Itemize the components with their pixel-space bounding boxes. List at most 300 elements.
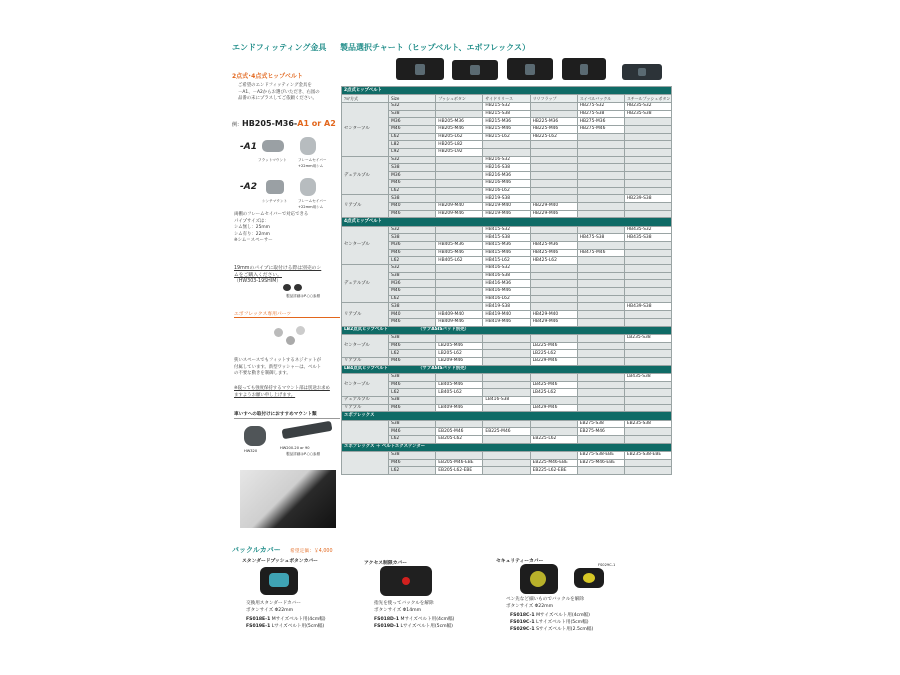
pull-type-cell [342, 272, 389, 280]
part-number-cell: HB419-S38 [483, 303, 530, 311]
table-row [342, 288, 672, 296]
pull-type-cell [342, 210, 389, 218]
a2-part1-caption: シンチマウント [262, 199, 288, 203]
list-item: FS018E-1 Mサイズベルト用(4cm幅) [246, 617, 326, 622]
divider [234, 317, 340, 318]
part-number-cell: HB229-M46 [530, 210, 577, 218]
pull-type-cell [342, 118, 389, 126]
part-number-cell: LB405-M46 [436, 381, 483, 389]
table-row [342, 179, 672, 187]
part-number-cell: HB429-M46 [530, 318, 577, 326]
pull-type-cell [342, 288, 389, 296]
shim-image-2 [294, 284, 302, 291]
part-number-cell: HB405-M36 [436, 241, 483, 249]
std-cover-image [260, 567, 298, 595]
part-number-cell [436, 234, 483, 242]
part-number-cell [483, 342, 530, 350]
list-item: FS018C-1 Mサイズベルト用(4cm幅) [510, 613, 590, 618]
part-number-cell [530, 156, 577, 164]
part-number-cell [577, 226, 624, 234]
pull-type-cell: センタープル [342, 342, 389, 350]
part-number-cell: HB216-M36 [483, 172, 530, 180]
part-number-cell [624, 280, 671, 288]
pull-type-cell [342, 226, 389, 234]
size-cell: S32 [389, 226, 436, 234]
part-number-cell [624, 396, 671, 404]
size-cell: S32 [389, 102, 436, 110]
table-row [342, 257, 672, 265]
part-number-cell [577, 373, 624, 381]
part-number-cell [530, 226, 577, 234]
part-number-cell: HB415-L62 [483, 257, 530, 265]
size-cell: S38 [389, 272, 436, 280]
part-number-cell [624, 179, 671, 187]
product-photo-lift-flap [507, 58, 553, 80]
std-cover-desc: 交換用スタンダードカバー ボタンサイズ Φ22mm [246, 601, 301, 613]
part-number-cell [577, 404, 624, 412]
part-number-cell: LB425-M46 [530, 381, 577, 389]
table-row [342, 141, 672, 149]
table-section-header [342, 412, 672, 420]
security-cover-image-small [574, 568, 604, 588]
part-number-cell [577, 133, 624, 141]
part-number-cell: HB215-M46 [483, 126, 530, 134]
part-number-cell: HB425-L62 [530, 257, 577, 265]
part-number-cell [624, 404, 671, 412]
size-cell: M36 [389, 280, 436, 288]
part-number-cell [624, 156, 671, 164]
hw320-image [244, 426, 266, 446]
part-number-cell: EB205-L62 [436, 435, 483, 443]
size-cell: S38 [389, 195, 436, 203]
part-number-cell [624, 210, 671, 218]
part-number-cell [530, 164, 577, 172]
size-cell: M46 [389, 288, 436, 296]
part-number-cell [577, 357, 624, 365]
table-row [342, 318, 672, 326]
part-number-cell: LB229-M46 [530, 357, 577, 365]
part-number-cell [436, 280, 483, 288]
part-number-cell: HB216-M46 [483, 179, 530, 187]
product-selection-table [341, 86, 672, 475]
size-cell: L62 [389, 389, 436, 397]
part-number-cell [577, 156, 624, 164]
product-photo-push-button [396, 58, 444, 80]
mount-detail-caption: 製品詳細はP.○○参照 [286, 452, 321, 456]
pull-type-cell [342, 133, 389, 141]
size-cell: L62 [389, 350, 436, 358]
cinch-mount-image [266, 180, 284, 194]
size-cell: S38 [389, 420, 436, 428]
hw320-caption: HW320 [244, 449, 258, 453]
part-number-cell [436, 288, 483, 296]
table-row [342, 303, 672, 311]
size-cell: M46 [389, 357, 436, 365]
buckle-cover-title: バックルカバー [232, 546, 281, 554]
part-number-cell: LB225-L62 [530, 350, 577, 358]
part-number-cell: HB416-M46 [483, 288, 530, 296]
part-number-cell [436, 396, 483, 404]
part-number-cell [530, 303, 577, 311]
part-number-cell: EB275-M46-EBE [577, 459, 624, 467]
pull-type-cell [342, 420, 389, 428]
part-number-cell [530, 172, 577, 180]
table-row [342, 295, 672, 303]
part-number-cell: HB275-M36 [577, 118, 624, 126]
part-number-cell: EB205-L62-EBE [436, 467, 483, 475]
part-number-cell: LB405-L62 [436, 389, 483, 397]
part-number-cell [577, 202, 624, 210]
part-number-cell: EB275-M46 [577, 428, 624, 436]
part-number-cell [624, 272, 671, 280]
part-number-cell: LB425-L62 [530, 389, 577, 397]
part-number-cell: HB205-L92 [436, 149, 483, 157]
pull-type-cell [342, 389, 389, 397]
security-cover-image [520, 564, 558, 594]
a2-label: -A2 [240, 182, 257, 192]
example-code: 例：HB205-M36-A1 or A2 [232, 119, 336, 128]
part-number-cell [483, 420, 530, 428]
part-number-cell: HB215-S38 [483, 110, 530, 118]
security-cover-list [510, 612, 593, 633]
part-number-cell [530, 280, 577, 288]
part-number-cell [530, 451, 577, 459]
size-cell: S38 [389, 373, 436, 381]
pull-type-cell [342, 164, 389, 172]
list-item: FS019C-1 Lサイズベルト用(5cm幅) [510, 620, 589, 625]
column-header: リリフラップ [530, 95, 577, 103]
size-cell: M46 [389, 381, 436, 389]
table-row [342, 451, 672, 459]
part-number-cell: HB219-M40 [483, 202, 530, 210]
part-number-cell [577, 288, 624, 296]
table-row [342, 350, 672, 358]
part-number-cell [483, 149, 530, 157]
a1-label: -A1 [240, 142, 257, 152]
part-number-cell [577, 164, 624, 172]
hw200-caption: HW200-20 or 90 [280, 446, 310, 450]
table-section-header [342, 443, 672, 451]
part-number-cell [624, 241, 671, 249]
pull-type-cell: デュアルプル [342, 396, 389, 404]
table-row [342, 342, 672, 350]
part-number-cell: HB225-L62 [530, 133, 577, 141]
a2-part3-caption: +22mm用シム [298, 205, 324, 209]
list-item: FS018D-1 Mサイズベルト用(4cm幅) [374, 617, 455, 622]
part-number-cell: HB205-L62 [436, 133, 483, 141]
hw200-image [282, 421, 333, 440]
table-row [342, 373, 672, 381]
part-number-cell [483, 459, 530, 467]
part-number-cell [624, 435, 671, 443]
flat-mount-image [262, 140, 284, 152]
part-number-cell [624, 381, 671, 389]
size-cell: M46 [389, 404, 436, 412]
part-number-cell [530, 295, 577, 303]
size-cell: S38 [389, 334, 436, 342]
part-number-cell [577, 342, 624, 350]
size-cell: L62 [389, 133, 436, 141]
pull-type-cell [342, 179, 389, 187]
page-title-right: 製品選択チャート（ヒップベルト、エボフレックス） [340, 43, 530, 52]
part-number-cell [577, 195, 624, 203]
size-cell: M46 [389, 126, 436, 134]
pipe-19mm-note: 19mmのパイプに取付ける際は別売のシ ムをご購入ください。 （HW303-19SHIM） [234, 266, 322, 285]
std-cover-title: スタンダードプッシュボタンカバー [242, 559, 318, 564]
part-number-cell [436, 102, 483, 110]
product-photo-swivel-buckle [562, 58, 606, 80]
part-number-cell: EB235-S38 [624, 420, 671, 428]
size-cell: M46 [389, 342, 436, 350]
part-number-cell [530, 420, 577, 428]
part-number-cell [577, 381, 624, 389]
pull-type-cell: デュアルプル [342, 280, 389, 288]
part-number-cell [577, 257, 624, 265]
part-number-cell: HB215-S32 [483, 102, 530, 110]
size-cell: M46 [389, 428, 436, 436]
part-number-cell [530, 110, 577, 118]
size-cell: S38 [389, 234, 436, 242]
security-cover-tag: FS029C-1 [598, 563, 616, 567]
access-cover-list [374, 616, 454, 630]
part-number-cell: HB209-M46 [436, 210, 483, 218]
pull-type-cell [342, 435, 389, 443]
table-row [342, 172, 672, 180]
evoflex-parts-title: エボフレックス専用パーツ [234, 312, 292, 317]
table-row [342, 102, 672, 110]
part-number-cell [577, 303, 624, 311]
size-cell: S32 [389, 156, 436, 164]
table-row [342, 210, 672, 218]
part-number-cell: EB225-M46-EBE [530, 459, 577, 467]
pull-type-cell [342, 102, 389, 110]
part-number-cell: HB475-M46 [577, 249, 624, 257]
size-cell: S38 [389, 396, 436, 404]
part-number-cell [530, 195, 577, 203]
part-number-cell [624, 149, 671, 157]
pull-type-cell: リアプル [342, 311, 389, 319]
part-number-cell: HB409-M46 [436, 318, 483, 326]
part-number-cell [436, 226, 483, 234]
table-row [342, 234, 672, 242]
part-number-cell [577, 311, 624, 319]
part-number-cell [436, 164, 483, 172]
table-row [342, 226, 672, 234]
table-section-header [342, 365, 672, 373]
part-number-cell [483, 350, 530, 358]
frame-saver-image-2 [300, 178, 316, 196]
pull-type-cell [342, 195, 389, 203]
part-number-cell [624, 459, 671, 467]
part-number-cell: HB215-M36 [483, 118, 530, 126]
part-number-cell: HB229-M40 [530, 202, 577, 210]
part-number-cell [436, 420, 483, 428]
pull-type-cell [342, 295, 389, 303]
table-row [342, 459, 672, 467]
part-number-cell: EB205-M46 [436, 428, 483, 436]
part-number-cell [530, 234, 577, 242]
part-number-cell [577, 187, 624, 195]
std-cover-list [246, 616, 326, 630]
part-number-cell: HB405-L62 [436, 257, 483, 265]
part-number-cell [530, 102, 577, 110]
table-row [342, 311, 672, 319]
table-row [342, 187, 672, 195]
a1-part3-caption: +22mm用シム [298, 164, 324, 168]
part-number-cell: HB225-M36 [530, 118, 577, 126]
part-number-cell: HB415-M46 [483, 249, 530, 257]
part-number-cell [624, 172, 671, 180]
part-number-cell: HB415-M36 [483, 241, 530, 249]
table-section-header [342, 326, 672, 334]
part-number-cell: HB416-S32 [483, 265, 530, 273]
part-number-cell [436, 172, 483, 180]
table-row [342, 249, 672, 257]
pull-type-cell [342, 257, 389, 265]
part-number-cell [577, 334, 624, 342]
part-number-cell [577, 179, 624, 187]
pull-type-cell: リアプル [342, 357, 389, 365]
part-number-cell [483, 467, 530, 475]
part-number-cell: HB225-M46 [530, 126, 577, 134]
part-number-cell: HB415-S32 [483, 226, 530, 234]
pull-type-cell [342, 110, 389, 118]
size-cell: L82 [389, 141, 436, 149]
pull-type-cell [342, 373, 389, 381]
part-number-cell [577, 210, 624, 218]
a1-part2-caption: フレームセイバー [298, 158, 327, 162]
mount-title: 車いすへの取付けにおすすめマウント類 [234, 412, 317, 417]
part-number-cell: HB475-S38 [577, 234, 624, 242]
part-number-cell [436, 265, 483, 273]
size-cell: M46 [389, 210, 436, 218]
part-number-cell: HB425-M36 [530, 241, 577, 249]
size-cell: S38 [389, 303, 436, 311]
access-cover-image [380, 566, 432, 596]
part-number-cell [577, 295, 624, 303]
part-number-cell [577, 272, 624, 280]
part-number-cell [530, 265, 577, 273]
part-number-cell [577, 149, 624, 157]
part-number-cell [624, 389, 671, 397]
part-number-cell [624, 133, 671, 141]
part-number-cell: HB215-L62 [483, 133, 530, 141]
size-cell: L62 [389, 257, 436, 265]
table-section-header [342, 218, 672, 226]
table-row [342, 428, 672, 436]
part-number-cell [436, 187, 483, 195]
part-number-cell: HB209-M40 [436, 202, 483, 210]
section-title: LB4点式ヒップベルト [344, 366, 389, 372]
size-cell: M46 [389, 179, 436, 187]
part-number-cell: HB205-M36 [436, 118, 483, 126]
part-number-cell [436, 195, 483, 203]
product-photo-side-release [452, 60, 498, 80]
part-number-cell: EB225-M46 [483, 428, 530, 436]
a2-part2-caption: フレームセイバー [298, 199, 327, 203]
section-title: 2点式ヒップベルト [344, 87, 382, 93]
part-number-cell [624, 141, 671, 149]
part-number-cell [624, 288, 671, 296]
size-cell: L62 [389, 467, 436, 475]
pull-type-cell: リアプル [342, 202, 389, 210]
column-header: サイドリリース [483, 95, 530, 103]
part-number-cell [577, 350, 624, 358]
part-number-cell: HB216-L62 [483, 187, 530, 195]
part-number-cell [436, 272, 483, 280]
part-number-cell [530, 334, 577, 342]
part-number-cell: HB205-M46 [436, 126, 483, 134]
part-number-cell [624, 295, 671, 303]
section-title: 4点式ヒップベルト [344, 218, 382, 224]
part-number-cell [530, 288, 577, 296]
part-number-cell: HB416-L62 [483, 295, 530, 303]
pull-type-cell: センタープル [342, 126, 389, 134]
part-number-cell: LB209-M46 [436, 357, 483, 365]
evoflex-warning: ※寝っても強度保持するマウント部は別途お求め ますようお願い申し上げます。 [234, 386, 330, 398]
security-cover-desc: ペン先など細いものでバックルを解除 ボタンサイズ Φ22mm [506, 597, 584, 609]
part-number-cell [436, 303, 483, 311]
security-cover-title: セキュリティーカバー [496, 559, 544, 564]
part-number-cell [483, 389, 530, 397]
evoflex-desc: 狭いスペースでもフィットするネジナットが 付属しています。新型ワッシャーは、ベルト の不要な動きを制御します。 [234, 358, 322, 377]
part-number-cell [436, 451, 483, 459]
table-row [342, 133, 672, 141]
part-number-cell: EB225-L62-EBE [530, 467, 577, 475]
part-number-cell [577, 241, 624, 249]
part-number-cell [577, 265, 624, 273]
part-number-cell [436, 179, 483, 187]
part-number-cell [624, 249, 671, 257]
part-number-cell [483, 451, 530, 459]
pull-type-cell [342, 467, 389, 475]
part-number-cell [436, 156, 483, 164]
part-number-cell [624, 342, 671, 350]
divider [234, 418, 340, 419]
part-number-cell [483, 404, 530, 412]
part-number-cell: EB205-M46-EBE [436, 459, 483, 467]
pull-type-cell [342, 187, 389, 195]
part-number-cell [577, 280, 624, 288]
table-row [342, 118, 672, 126]
pull-type-cell [342, 249, 389, 257]
part-number-cell: LB225-M46 [530, 342, 577, 350]
part-number-cell: HB275-M46 [577, 126, 624, 134]
part-number-cell: HB239-S38 [624, 195, 671, 203]
shim-caption: 製品詳細はP.○○参照 [286, 294, 321, 298]
table-row [342, 126, 672, 134]
table-row [342, 149, 672, 157]
part-number-cell [483, 435, 530, 443]
part-number-cell [624, 311, 671, 319]
part-number-cell [624, 126, 671, 134]
part-number-cell [530, 141, 577, 149]
column-header: プッシュボタン [436, 95, 483, 103]
part-number-cell: LB435-S38 [624, 373, 671, 381]
part-number-cell: HB219-S38 [483, 195, 530, 203]
shim-image [283, 284, 291, 291]
table-row [342, 272, 672, 280]
list-item: FS029C-1 Sサイズベルト用(2.5cm幅) [510, 627, 594, 632]
a1-part1-caption: フラットマウント [258, 158, 287, 162]
table-row [342, 389, 672, 397]
size-cell: M40 [389, 311, 436, 319]
part-number-cell: HB435-S38 [624, 234, 671, 242]
part-number-cell [436, 373, 483, 381]
part-number-cell [624, 350, 671, 358]
pull-type-cell [342, 234, 389, 242]
part-number-cell [483, 357, 530, 365]
